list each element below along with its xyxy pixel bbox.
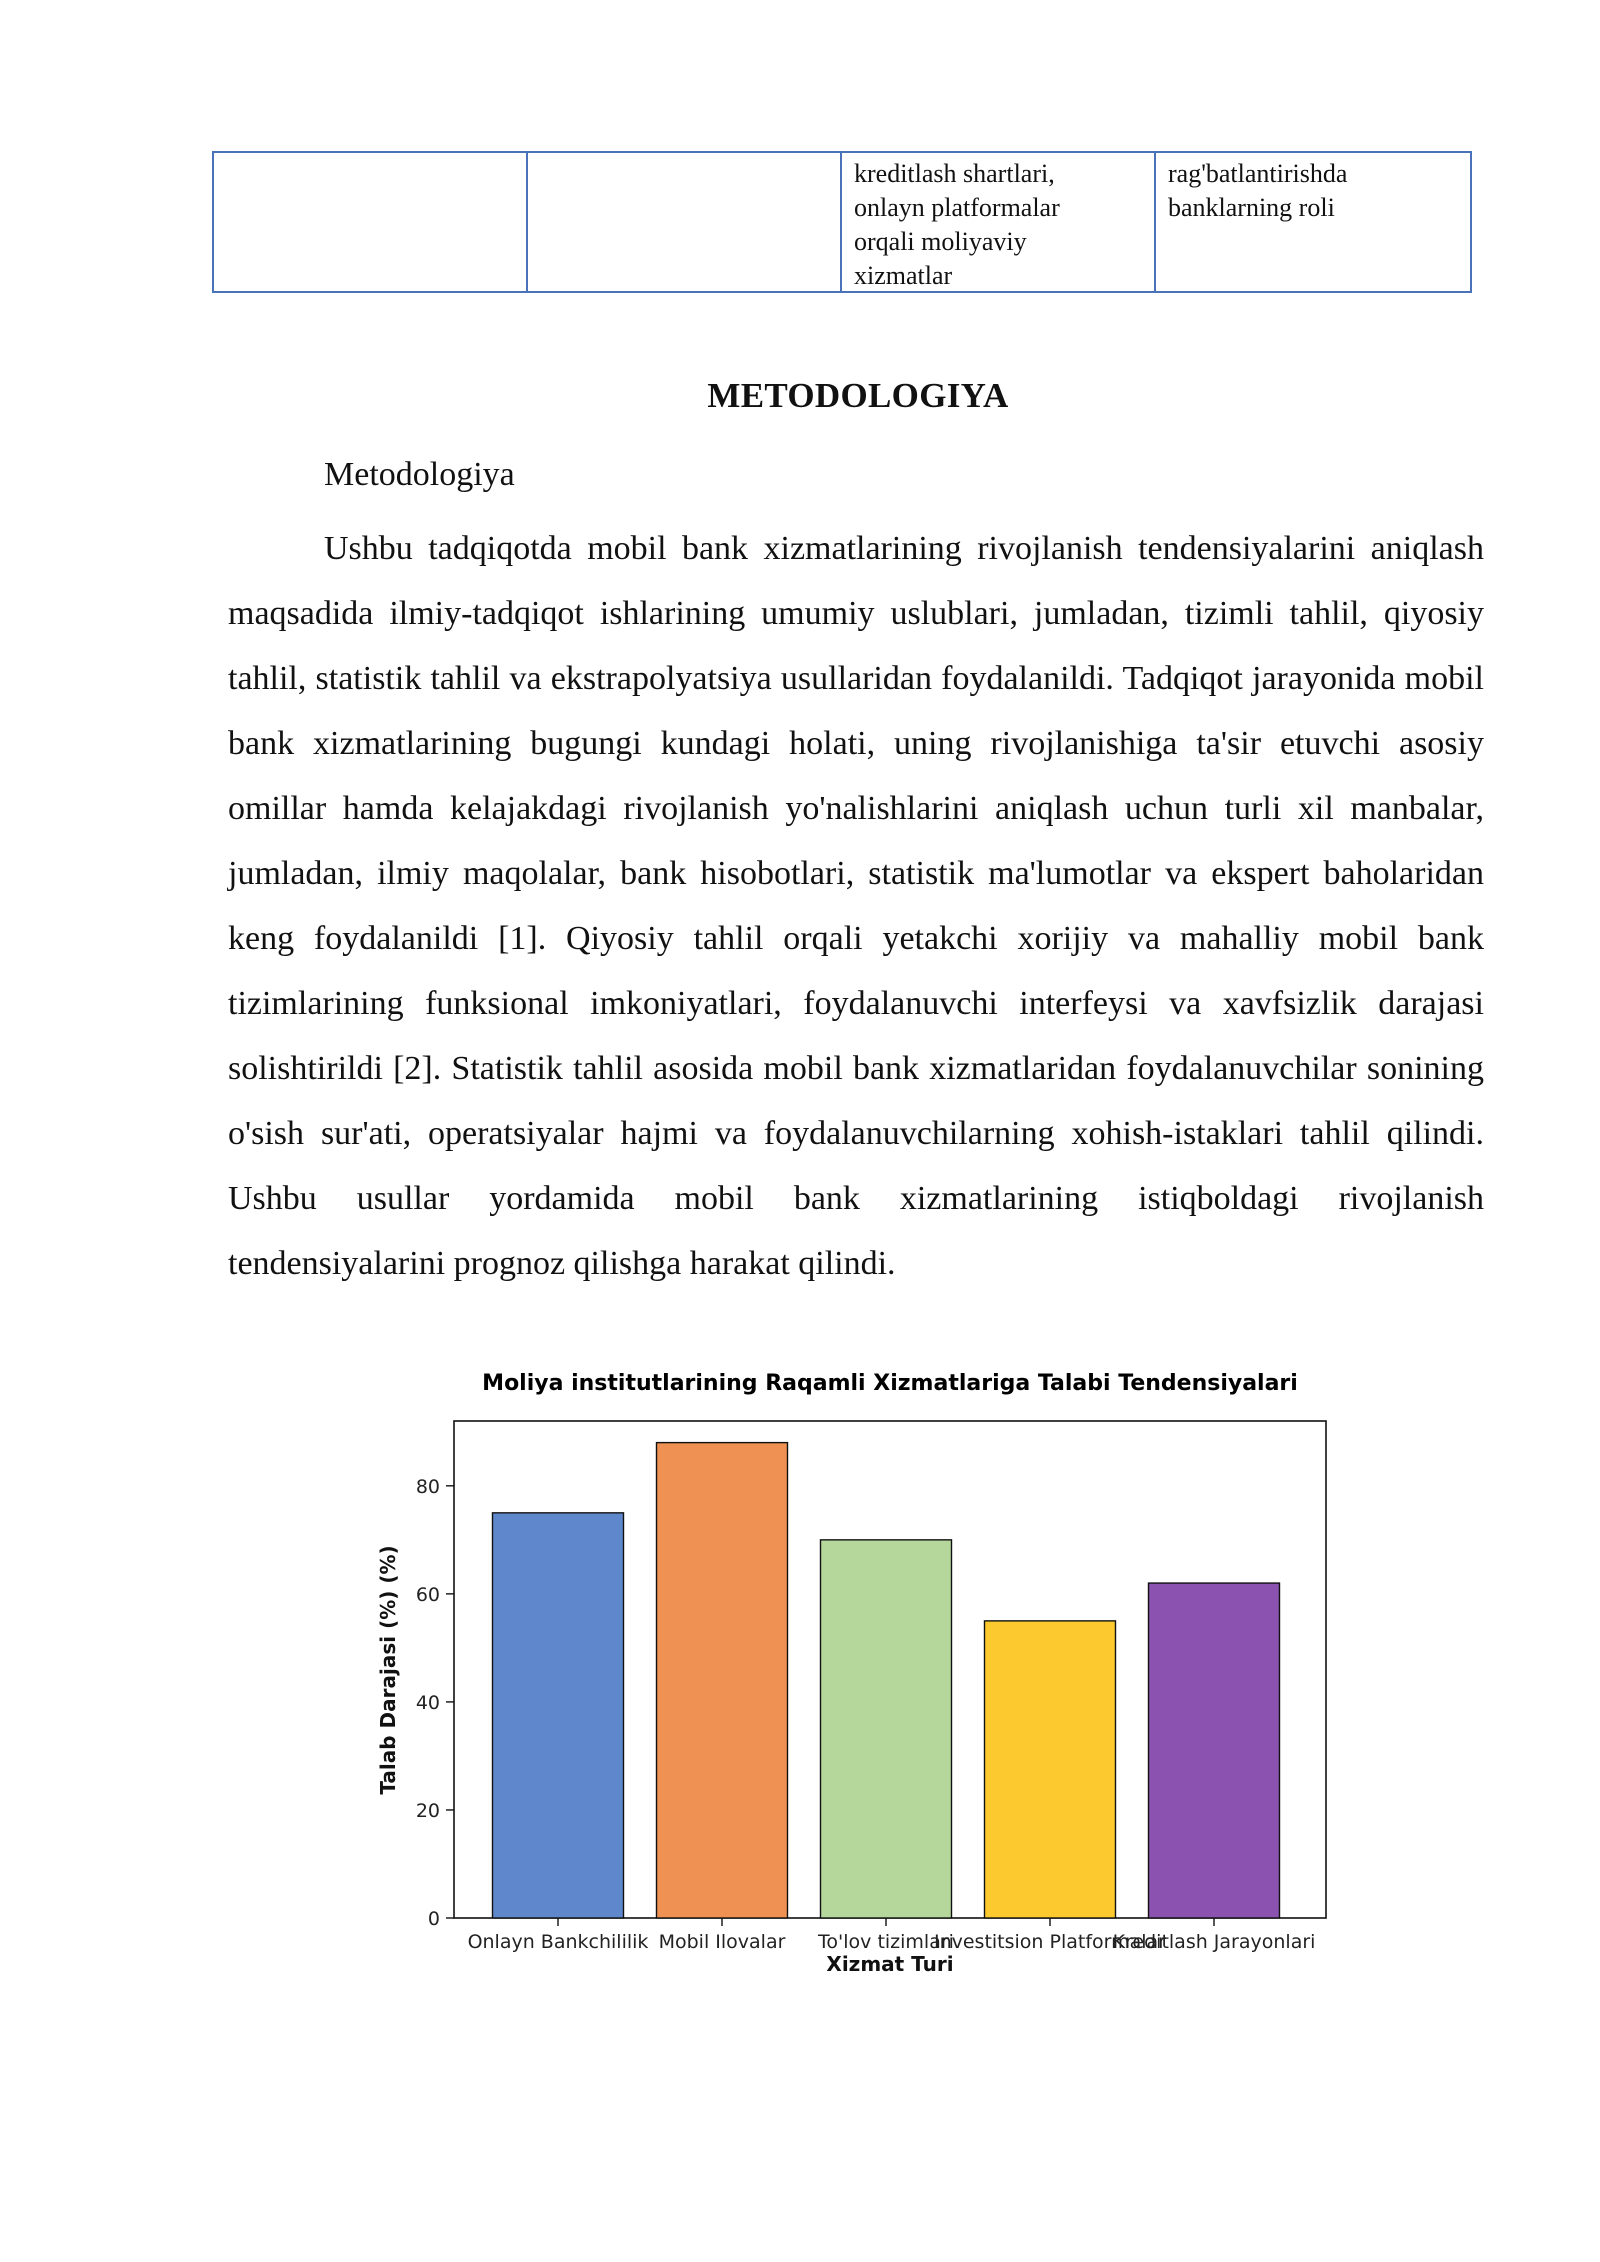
- bar-chart: [370, 1360, 1340, 1980]
- table-cell-line: onlayn platformalar: [854, 193, 1060, 222]
- table-cell-line: kreditlash shartlari,: [854, 159, 1055, 188]
- body-paragraph: Ushbu tadqiqotda mobil bank xizmatlarining rivojlanish tendensiyalarini aniqlash maqsadida ilmiy-tadqiqot ishlarining umumiy uslublari, jumladan, tizimli tahlil, qiyosiy tahlil, statistik tahlil va ekstrapolyatsiya usullaridan foydalanildi. Tadqiqot jarayonida mobil bank xizmatlarining bugungi kundagi holati, uning rivojlanishiga ta'sir etuvchi asosiy omillar hamda kelajakdagi rivojlanish yo'nalishlarini aniqlash uchun turli xil manbalar, jumladan, ilmiy maqolalar, bank hisobotlari, statistik ma'lumotlar va ekspert baholaridan keng foydalanildi [1]. Qiyosiy tahlil orqali yetakchi xorijiy va mahalliy mobil bank tizimlarining funksional imkoniyatlari, foydalanuvchi interfeysi va xavfsizlik darajasi solishtirildi [2]. Statistik tahlil asosida mobil bank xizmatlaridan foydalanuvchilar sonining o'sish sur'ati, operatsiyalar hajmi va foydalanuvchilarning xohish-istaklari tahlil qilindi. Ushbu usullar yordamida mobil bank xizmatlarining istiqboldagi rivojlanish tendensiyalarini prognoz qilishga harakat qilindi.: [228, 530, 1484, 1282]
- chart-svg: [370, 1360, 1340, 1980]
- y-axis: [416, 1476, 454, 1930]
- table-cell-line: rag'batlantirishda: [1168, 159, 1348, 188]
- y-tick-label: 80: [415, 1475, 440, 1498]
- x-tick-label: Mobil Ilovalar: [658, 1931, 786, 1953]
- x-axis: [468, 1918, 1316, 1953]
- bar: [985, 1621, 1116, 1918]
- y-tick-label: 20: [415, 1799, 440, 1822]
- bar: [1149, 1583, 1280, 1918]
- table-cell: [214, 153, 528, 291]
- x-tick-label: To'lov tizimlari: [818, 1931, 954, 1953]
- y-axis-label: Talab Darajasi (%) (%): [376, 1545, 400, 1795]
- x-tick-label: Onlayn Bankchililik: [467, 1931, 649, 1953]
- subheading: Metodologiya: [324, 456, 515, 493]
- table-cell: [528, 153, 842, 291]
- chart-title: Moliya institutlarining Raqamli Xizmatlariga Talabi Tendensiyalari: [482, 1371, 1298, 1396]
- section-title: METODOLOGIYA: [707, 376, 1009, 415]
- table-cell-line: orqali moliyaviy: [854, 227, 1027, 256]
- x-tick-label: Kreditlash Jarayonlari: [1112, 1931, 1316, 1953]
- bar: [657, 1443, 788, 1918]
- table-cell: [842, 153, 1156, 291]
- table-cell-line: banklarning roli: [1168, 193, 1335, 222]
- table-cell-line: xizmatlar: [854, 261, 953, 290]
- x-tick-label: Investitsion Platformalar: [933, 1931, 1167, 1953]
- y-tick-label: 0: [427, 1908, 440, 1930]
- table-cell: [1156, 153, 1470, 291]
- bars: [493, 1443, 1280, 1918]
- y-tick-label: 60: [415, 1583, 440, 1606]
- table-fragment: [212, 151, 1472, 293]
- bar: [493, 1513, 624, 1918]
- bar: [821, 1540, 952, 1918]
- x-axis-label: Xizmat Turi: [826, 1952, 954, 1976]
- y-tick-label: 40: [415, 1691, 440, 1714]
